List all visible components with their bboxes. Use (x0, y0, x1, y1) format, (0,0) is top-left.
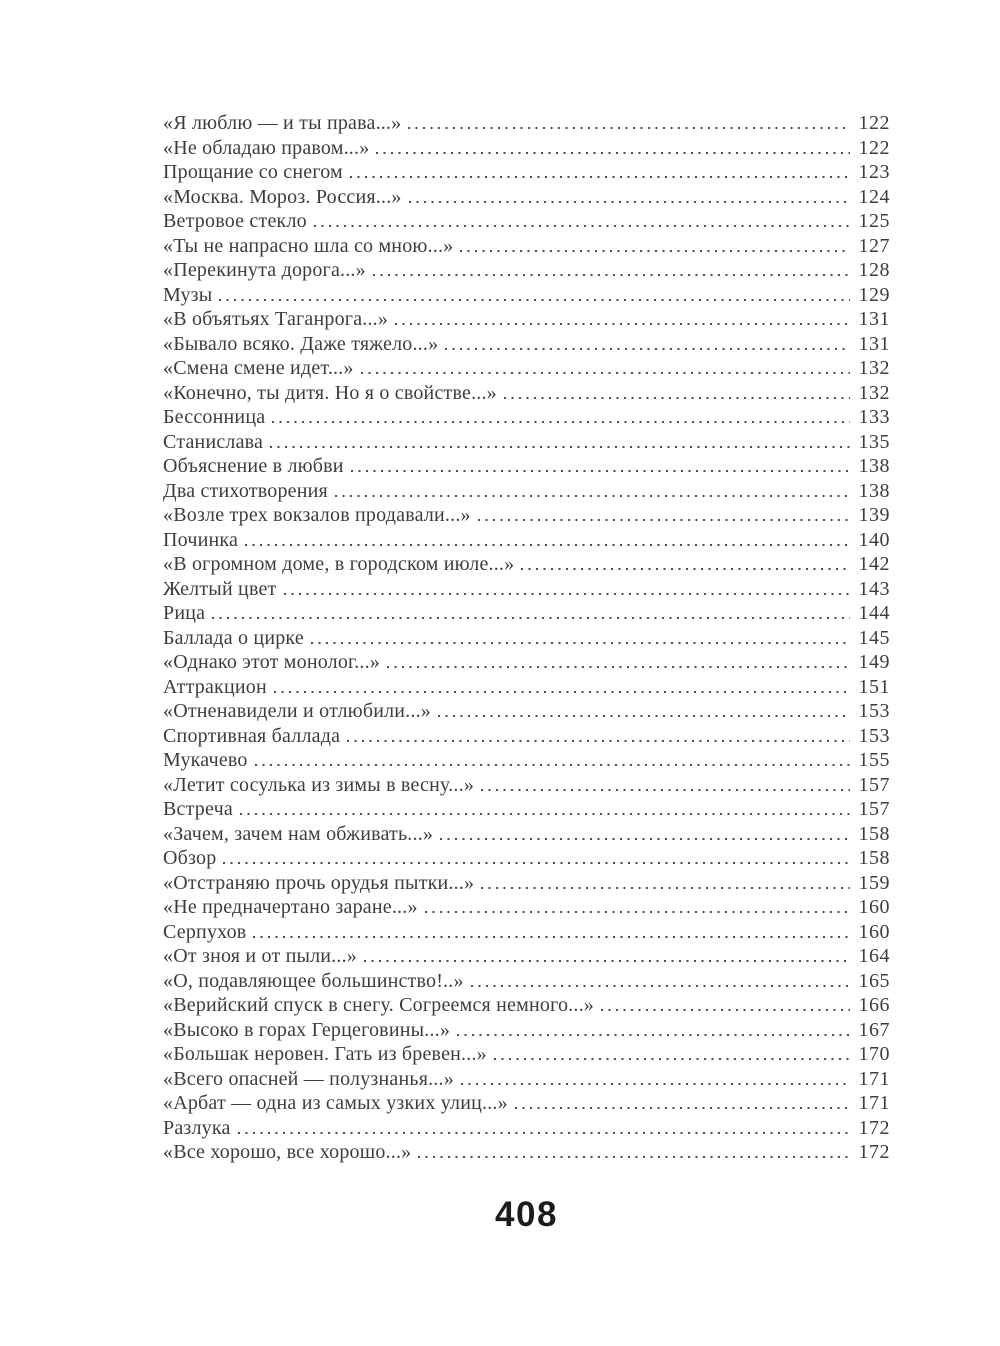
toc-entry-title: «Летит сосулька из зимы в весну...» (163, 773, 475, 796)
toc-entry-page: 144 (858, 602, 890, 624)
toc-entry-page: 140 (858, 528, 890, 551)
toc-entry-page: 160 (858, 896, 890, 918)
toc-entry-page: 133 (858, 406, 890, 428)
toc-entry (163, 700, 890, 725)
toc-entry-title: Бессонница (163, 406, 266, 428)
dot-leader (425, 911, 850, 913)
toc-entry (163, 1068, 890, 1093)
toc-entry-title: «О, подавляющее большинство!..» (163, 969, 464, 992)
toc-entry (163, 749, 890, 774)
toc-entry-title: «Отненавидели и отлюбили...» (163, 700, 431, 722)
toc-entry-page: 160 (858, 920, 890, 943)
toc-entry (163, 921, 890, 946)
toc-entry (163, 137, 890, 162)
toc-entry-title: Баллада о цирке (163, 626, 304, 649)
toc-entry-page: 166 (858, 994, 890, 1016)
dot-leader (515, 1107, 850, 1109)
toc-entry-title: Станислава (163, 430, 264, 453)
toc-entry (163, 896, 890, 921)
toc-entry-title: Серпухов (163, 920, 247, 943)
toc-entry (163, 284, 890, 309)
toc-entry-title: «В огромном доме, в городском июле...» (163, 553, 515, 575)
dot-leader (478, 519, 850, 521)
dot-leader (601, 1009, 850, 1011)
toc-entry-title: «Все хорошо, все хорошо...» (163, 1141, 412, 1163)
toc-entry-page: 138 (858, 455, 890, 477)
toc-entry (163, 382, 890, 407)
toc-entry (163, 578, 890, 603)
toc-entry (163, 161, 890, 186)
toc-entry-title: Объяснение в любви (163, 455, 344, 477)
toc-entry-title: «Не предначертано заране...» (163, 896, 418, 918)
toc-entry-page: 127 (858, 234, 890, 257)
dot-leader (457, 1034, 850, 1036)
toc-entry-page: 132 (858, 381, 890, 404)
toc-entry (163, 1117, 890, 1142)
toc-entry-title: Желтый цвет (163, 577, 277, 600)
dot-leader (245, 544, 850, 546)
toc-entry-title: Встреча (163, 798, 233, 820)
toc-entry-title: «Бывало всяко. Даже тяжело...» (163, 332, 439, 355)
dot-leader (255, 764, 850, 766)
toc-entry (163, 308, 890, 333)
page-number: 408 (495, 1195, 558, 1234)
toc-entry-title: Музы (163, 283, 213, 306)
dot-leader (314, 225, 850, 227)
toc-entry-title: Обзор (163, 847, 217, 869)
toc-entry-page: 171 (858, 1092, 890, 1114)
toc-entry (163, 725, 890, 750)
toc-entry-title: Прощание со снегом (163, 161, 343, 183)
toc-entry (163, 112, 890, 137)
toc-entry-page: 172 (858, 1141, 890, 1163)
toc-entry (163, 431, 890, 456)
dot-leader (418, 1156, 850, 1158)
toc-entry (163, 970, 890, 995)
toc-entry-page: 155 (858, 749, 890, 771)
toc-entry (163, 1019, 890, 1044)
dot-leader (460, 250, 850, 252)
toc-entry-title: «Арбат — одна из самых узких улиц...» (163, 1092, 508, 1114)
dot-leader (481, 789, 850, 791)
dot-leader (395, 323, 850, 325)
toc-entry-page: 172 (858, 1116, 890, 1139)
dot-leader (481, 887, 850, 889)
toc-entry-page: 142 (858, 553, 890, 575)
toc-entry-page: 124 (858, 185, 890, 208)
toc-entry-page: 123 (858, 161, 890, 183)
toc-entry-title: «Смена смене идет...» (163, 357, 354, 379)
toc-entry (163, 357, 890, 382)
toc-entry (163, 553, 890, 578)
toc-entry-title: Два стихотворения (163, 479, 328, 502)
toc-entry-page: 122 (858, 136, 890, 159)
toc-entry-title: Рица (163, 602, 206, 624)
toc-entry-title: Ветровое стекло (163, 210, 307, 232)
toc-entry (163, 823, 890, 848)
toc-entry-page: 122 (858, 112, 890, 134)
toc-entry-title: «Верийский спуск в снегу. Согреемся немного...» (163, 994, 594, 1016)
toc-entry (163, 480, 890, 505)
dot-leader (361, 372, 850, 374)
toc-entry (163, 872, 890, 897)
toc-entry-page: 129 (858, 283, 890, 306)
toc-list (163, 112, 890, 1166)
dot-leader (272, 421, 850, 423)
toc-entry-page: 164 (858, 945, 890, 967)
toc-entry-page: 153 (858, 700, 890, 722)
toc-entry-page: 131 (858, 332, 890, 355)
toc-entry-page: 145 (858, 626, 890, 649)
toc-entry (163, 651, 890, 676)
dot-leader (471, 985, 850, 987)
dot-leader (438, 715, 850, 717)
toc-entry-page: 125 (858, 210, 890, 232)
dot-leader (238, 1132, 850, 1134)
toc-entry-title: «От зноя и от пыли...» (163, 945, 358, 967)
dot-leader (440, 838, 850, 840)
toc-entry (163, 1092, 890, 1117)
toc-entry (163, 235, 890, 260)
toc-entry (163, 186, 890, 211)
toc-entry (163, 210, 890, 235)
toc-entry-page: 151 (858, 675, 890, 698)
toc-entry-page: 159 (858, 871, 890, 894)
dot-leader (461, 1083, 850, 1085)
toc-entry-page: 139 (858, 504, 890, 526)
toc-entry-page: 170 (858, 1043, 890, 1065)
toc-entry (163, 1141, 890, 1166)
toc-entry-title: «Отстраняю прочь орудья пытки...» (163, 871, 475, 894)
toc-entry-title: Спортивная баллада (163, 724, 341, 747)
toc-entry (163, 259, 890, 284)
toc-entry (163, 602, 890, 627)
toc-entry-page: 149 (858, 651, 890, 673)
toc-entry-title: «Перекинута дорога...» (163, 259, 366, 281)
toc-entry-title: Починка (163, 528, 239, 551)
dot-leader (347, 740, 850, 742)
toc-entry-page: 138 (858, 479, 890, 502)
dot-leader (445, 348, 850, 350)
dot-leader (219, 299, 850, 301)
toc-entry-page: 171 (858, 1067, 890, 1090)
dot-leader (284, 593, 851, 595)
toc-entry-title: «Конечно, ты дитя. Но я о свойстве...» (163, 381, 497, 404)
dot-leader (364, 960, 850, 962)
toc-entry-title: Разлука (163, 1116, 231, 1139)
dot-leader (409, 201, 850, 203)
toc-entry-page: 153 (858, 724, 890, 747)
toc-entry (163, 1043, 890, 1068)
toc-entry (163, 529, 890, 554)
toc-entry-page: 158 (858, 847, 890, 869)
dot-leader (253, 936, 850, 938)
dot-leader (408, 127, 850, 129)
toc-entry-title: «В объятьях Таганрога...» (163, 308, 389, 330)
toc-entry-title: «Москва. Мороз. Россия...» (163, 185, 402, 208)
toc-entry-title: «Однако этот монолог...» (163, 651, 380, 673)
toc-entry-page: 132 (858, 357, 890, 379)
dot-leader (270, 446, 850, 448)
dot-leader (376, 152, 850, 154)
toc-entry-page: 143 (858, 577, 890, 600)
toc-entry-page: 165 (858, 969, 890, 992)
toc-entry-title: «Всего опасней — полузнанья...» (163, 1067, 454, 1090)
toc-entry (163, 627, 890, 652)
toc-entry (163, 455, 890, 480)
toc-entry-page: 158 (858, 822, 890, 845)
toc-entry-page: 167 (858, 1018, 890, 1041)
toc-entry-title: «Возле трех вокзалов продавали...» (163, 504, 471, 526)
toc-entry-page: 135 (858, 430, 890, 453)
toc-entry-page: 157 (858, 798, 890, 820)
toc-entry (163, 945, 890, 970)
dot-leader (335, 495, 850, 497)
dot-leader (387, 666, 850, 668)
toc-entry-page: 157 (858, 773, 890, 796)
toc-entry (163, 504, 890, 529)
toc-entry-title: «Ты не напрасно шла со мною...» (163, 234, 454, 257)
toc-entry (163, 406, 890, 431)
dot-leader (240, 813, 850, 815)
toc-entry-title: «Зачем, зачем нам обживать...» (163, 822, 434, 845)
dot-leader (504, 397, 850, 399)
toc-entry (163, 798, 890, 823)
dot-leader (494, 1058, 850, 1060)
toc-entry (163, 676, 890, 701)
toc-entry (163, 994, 890, 1019)
toc-entry-title: «Высоко в горах Герцеговины...» (163, 1018, 451, 1041)
dot-leader (521, 568, 850, 570)
toc-entry-title: «Не обладаю правом...» (163, 136, 370, 159)
toc-entry-title: Мукачево (163, 749, 248, 771)
dot-leader (311, 642, 850, 644)
toc-entry-title: «Большак неровен. Гать из бревен...» (163, 1043, 487, 1065)
toc-entry-title: Аттракцион (163, 675, 267, 698)
toc-entry-page: 131 (858, 308, 890, 330)
toc-entry-page: 128 (858, 259, 890, 281)
dot-leader (223, 862, 850, 864)
toc-entry (163, 847, 890, 872)
dot-leader (373, 274, 850, 276)
dot-leader (274, 691, 850, 693)
dot-leader (212, 617, 850, 619)
dot-leader (351, 470, 850, 472)
toc-entry (163, 333, 890, 358)
toc-entry-title: «Я люблю — и ты права...» (163, 112, 402, 134)
dot-leader (350, 176, 850, 178)
toc-entry (163, 774, 890, 799)
